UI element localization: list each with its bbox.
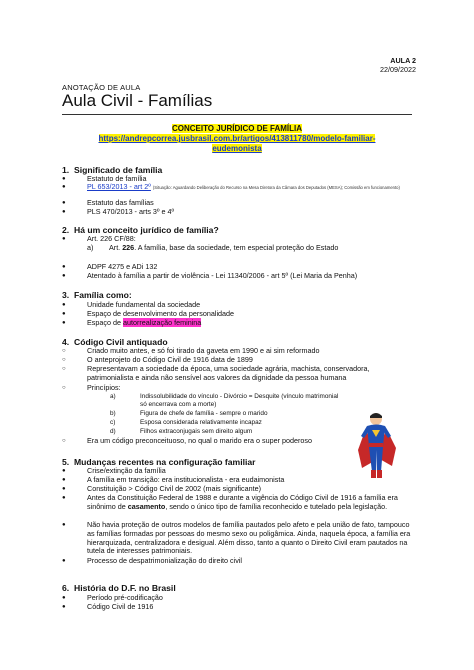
sub-item: a) Art. 226. A família, base da sociedade, tem especial proteção do Estado — [87, 243, 339, 252]
list-item: ● Atentado à família a partir de violência - Lei 11340/2006 - art 5º (Lei Maria da Penha) — [62, 271, 358, 280]
bullet-icon: ● — [62, 604, 66, 610]
bullet-icon: ● — [62, 558, 66, 564]
list-item: ● Período pré-codificação — [62, 593, 163, 602]
bullet-icon: ● — [62, 477, 66, 483]
list-item: ● Espaço de autorrealização feminina — [62, 318, 202, 327]
principle-item: c) Esposa considerada relativamente incapaz — [110, 419, 262, 426]
principle-item: a) Indissolubilidade do vínculo - Divórcio = Desquite (vínculo matrimonial só encerrava com a morte) — [110, 393, 339, 408]
list-item: ● Código Civil de 1916 — [62, 602, 154, 611]
class-date: 22/09/2022 — [380, 65, 416, 74]
bullet-icon: ● — [62, 486, 66, 492]
list-item: ● Estatuto de família — [62, 174, 147, 183]
bullet-icon: ● — [62, 264, 66, 270]
concept-link[interactable]: https://andrepcorrea.jusbrasil.com.br/artigos/413811780/modelo-familiar- — [98, 134, 376, 143]
pl-status-note: (Situação: Aguardando Deliberação do Recurso na Mesa Diretora da Câmara dos Deputados (MESA); Comissão em funcionamento) — [152, 185, 400, 190]
list-item: ○ Criado muito antes, e só foi tirado da gaveta em 1990 e ai sim reformado — [62, 346, 320, 355]
bullet-icon: ● — [62, 302, 66, 308]
list-item: ● Processo de despatrimonialização do direito civil — [62, 556, 243, 565]
section-2-heading: 2. Há um conceito jurídico de família? — [62, 225, 219, 235]
bullet-icon: ○ — [62, 385, 66, 391]
bullet-icon: ○ — [62, 348, 66, 354]
bullet-icon: ● — [62, 209, 66, 215]
bullet-icon: ● — [62, 176, 66, 182]
bullet-icon: ● — [62, 522, 66, 528]
bullet-icon: ● — [62, 200, 66, 206]
concept-block — [62, 124, 412, 154]
concept-link-continued[interactable]: eudemonista — [212, 144, 262, 153]
list-item: ● Espaço de desenvolvimento da personalidade — [62, 309, 235, 318]
list-item: ● Constituição > Código Civil de 2002 (mais significante) — [62, 484, 261, 493]
bullet-icon: ○ — [62, 357, 66, 363]
bullet-icon: ● — [62, 311, 66, 317]
highlighted-text: autorrealização feminina — [122, 318, 202, 327]
section-6-heading: 6. História do D.F. no Brasil — [62, 583, 176, 593]
bullet-icon: ● — [62, 273, 66, 279]
list-item: ● Art. 226 CF/88: — [62, 234, 136, 243]
list-item: ● A família em transição: era institucionalista - era eudaimonista — [62, 475, 285, 484]
section-4-heading: 4. Código Civil antiquado — [62, 337, 168, 347]
bullet-icon: ○ — [62, 438, 66, 444]
list-item: ● Antes da Constituição Federal de 1988 e durante a vigência do Código Civil de 1916 a família era sinônimo de casamento, sendo o único tipo de família reconhecido e tutelado pela legislação. — [62, 493, 398, 511]
bullet-icon: ● — [62, 595, 66, 601]
list-item: ● Estatuto das famílias — [62, 198, 154, 207]
pl-link[interactable]: PL 653/2013 - art 2º — [87, 182, 151, 191]
list-item: ○ O anteprojeto do Código Civil de 1916 data de 1899 — [62, 355, 253, 364]
list-item — [62, 183, 412, 192]
class-number: AULA 2 — [390, 56, 416, 65]
principle-item: b) Figura de chefe de família - sempre o marido — [110, 410, 268, 417]
section-1-heading: 1. Significado de família — [62, 165, 163, 175]
list-item: ● PLS 470/2013 - arts 3º e 4º — [62, 207, 175, 216]
list-item: ● Unidade fundamental da sociedade — [62, 300, 201, 309]
bullet-icon: ● — [62, 468, 66, 474]
list-item: ○ Era um código preconceituoso, no qual o marido era o super poderoso — [62, 436, 312, 445]
list-item: ● ADPF 4275 e ADi 132 — [62, 262, 158, 271]
document-title: Aula Civil - Famílias — [62, 91, 213, 110]
bullet-icon: ● — [62, 495, 66, 501]
bullet-icon: ○ — [62, 366, 66, 372]
bullet-icon: ● — [62, 184, 66, 190]
list-item: ● Não havia proteção de outros modelos de família pautados pelo afeto e pela união de fato, tampouco as famílias formadas por pessoas do mesmo sexo ou poligâmica. Ainda, naquela época, a família era hierarquizada, centralizadora e desigual. Além disso, tanto a quanto o Direito Civil eram pautados na tutela de interesses patrimoniais. — [62, 520, 411, 556]
document-eyebrow: ANOTAÇÃO DE AULA — [62, 83, 141, 92]
section-3-heading: 3. Família como: — [62, 290, 132, 300]
bullet-icon: ● — [62, 320, 66, 326]
bullet-icon: ● — [62, 236, 66, 242]
section-5-heading: 5. Mudanças recentes na configuração familiar — [62, 457, 256, 467]
list-item: ● Crise/extinção da família — [62, 466, 166, 475]
header-right — [380, 56, 416, 74]
title-divider — [62, 114, 412, 115]
concept-heading: CONCEITO JURÍDICO DE FAMÍLIA — [171, 124, 303, 133]
list-item: ○ Princípios: — [62, 383, 121, 392]
principle-item: d) Filhos extraconjugais sem direito algum — [110, 428, 253, 435]
list-item: ○ Representavam a sociedade da época, uma sociedade agrária, machista, conservadora, patrimonialista e ainda não sensível aos valores da dignidade da pessoa humana — [62, 364, 370, 382]
